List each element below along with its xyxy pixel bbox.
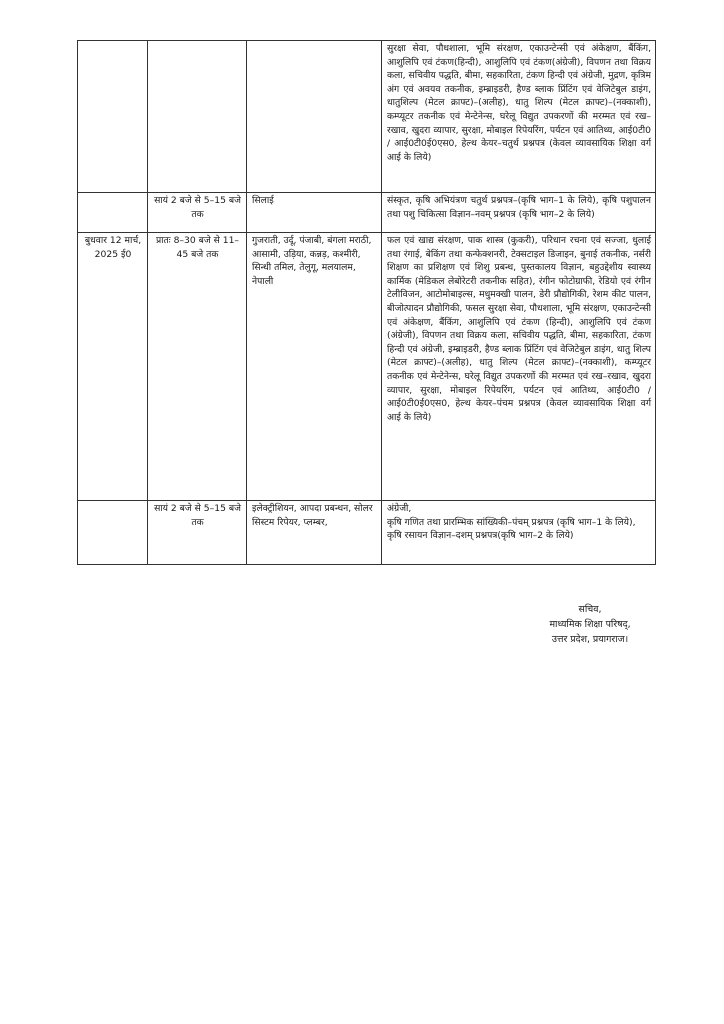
signature-location: उत्तर प्रदेश, प्रयागराज। [551, 634, 629, 645]
subjects-cell: सुरक्षा सेवा, पौधशाला, भूमि संरक्षण, एकाउन्टेन्सी एवं अंकेक्षण, बैंकिंग, आशुलिपि एवं टंकण(हिन्दी), आशुलिपि एवं टंकण(अंग्रेजी), विपणन तथा विक्रय कला, सचिवीय पद्धति, बीमा, सहकारिता, टंकण हिन्दी एवं अंग्रेजी, मुद्रण, कृत्रिम अंग एवं अवयव तकनीक, इम्ब्राइडरी, हैण्ड ब्लाक प्रिंटिंग एवं वेजिटेबुल डाइंग, धातुशिल्प (मेटल क्राफ्ट)–(अलीह), धातु शिल्प (मेटल क्राफ्ट)–(नक्काशी), कम्प्यूटर तकनीक एवं मेन्टेनेन्स, घरेलू विद्युत उपकरणों की मरम्मत एवं रख–रखाव, खुदरा व्यापार, सुरक्षा, मोबाइल रिपेयरिंग, पर्यटन एवं आतिथ्य, आई0टी0 / आई0टी0ई0एस0, हेल्थ केयर–चतुर्थ प्रश्नपत्र (केवल व्यावसायिक शिक्षा वर्ग आई के लिये) [382, 41, 656, 193]
signature-board: माध्यमिक शिक्षा परिषद्, [549, 619, 631, 630]
subjects-cell: संस्कृत, कृषि अभियंत्रण चतुर्थ प्रश्नपत्र–(कृषि भाग–1 के लिये), कृषि पशुपालन तथा पशु चिकित्सा विज्ञान–नवम् प्रश्नपत्र (कृषि भाग–2 के लिये) [382, 193, 656, 233]
subject-line: कृषि गणित तथा प्रारम्भिक सांख्यिकी–पंचम् प्रश्नपत्र (कृषि भाग–1 के लिये), [387, 516, 636, 528]
time-cell: प्रातः 8–30 बजे से 11–45 बजे तक [148, 233, 247, 501]
table-row [78, 193, 656, 233]
day-cell [78, 193, 148, 233]
group-cell: सिलाई [247, 193, 382, 233]
time-cell [148, 41, 247, 193]
signature-block [520, 602, 660, 647]
subject-line: अंग्रेजी, [387, 503, 412, 514]
group-cell: गुजराती, उर्दू, पंजाबी, बंगला मराठी, आसामी, उड़िया, कन्नड़, कश्मीरी, सिन्धी तमिल, तेलुगू, मलयालम, नेपाली [247, 233, 382, 501]
table-row [78, 501, 656, 565]
time-cell: सायं 2 बजे से 5–15 बजे तक [148, 501, 247, 565]
day-cell [78, 41, 148, 193]
table-row [78, 233, 656, 501]
table-row [78, 41, 656, 193]
time-cell: सायं 2 बजे से 5–15 बजे तक [148, 193, 247, 233]
signature-title: सचिव, [578, 604, 602, 615]
group-cell [247, 41, 382, 193]
subjects-cell [382, 501, 656, 565]
day-cell: बुधवार 12 मार्च, 2025 ई0 [78, 233, 148, 501]
day-cell [78, 501, 148, 565]
subjects-cell: फल एवं खाद्य संरक्षण, पाक शास्त्र (कुकरी), परिधान रचना एवं सज्जा, धुलाई तथा रंगाई, बेकिंग तथा कन्फेक्शनरी, टेक्सटाइल डिजाइन, बुनाई तकनीक, नर्सरी शिक्षण का प्रशिक्षण एवं शिशु प्रबन्ध, पुस्तकालय विज्ञान, बहुउद्देशीय स्वास्थ्य कार्मिक (मेडिकल लेबोरेटरी तकनीक सहित), रंगीन फोटोग्राफी, रेडियो एवं रंगीन टेलीविजन, आटोमोबाइल्स, मधुमक्खी पालन, डेरी प्रौद्योगिकी, रेशम कीट पालन, बीजोत्पादन प्रौद्योगिकी, फसल सुरक्षा सेवा, पौधशाला, भूमि संरक्षण, एकाउन्टेन्सी एवं अंकेक्षण, बैंकिंग, आशुलिपि एवं टंकण (हिन्दी), आशुलिपि एवं टंकण (अंग्रेजी), विपणन तथा विक्रय कला, सचिवीय पद्धति, बीमा, सहकारिता, टंकण हिन्दी एवं अंग्रेजी, इम्ब्राइडरी, हैण्ड ब्लाक प्रिंटिंग एवं वेजिटेबुल डाइंग, धातु शिल्प (मेटल क्राफ्ट)–(अलीह), धातु शिल्प (मेटल क्राफ्ट)–(नक्काशी), कम्प्यूटर तकनीक एवं मेन्टेनेन्स, घरेलू विद्युत उपकरणों की मरम्मत एवं रख–रखाव, खुदरा व्यापार, सुरक्षा, मोबाइल रिपेयरिंग, पर्यटन एवं आतिथ्य, आई0टी0 / आई0टी0ई0एस0, हेल्थ केयर–पंचम प्रश्नपत्र (केवल व्यावसायिक शिक्षा वर्ग आई के लिये) [382, 233, 656, 501]
group-cell: इलेक्ट्रीशियन, आपदा प्रबन्धन, सोलर सिस्टम रिपेयर, प्लम्बर, [247, 501, 382, 565]
exam-schedule-table [77, 40, 656, 565]
subject-line: कृषि रसायन विज्ञान–दशम् प्रश्नपत्र(कृषि भाग–2 के लिये) [387, 530, 574, 542]
